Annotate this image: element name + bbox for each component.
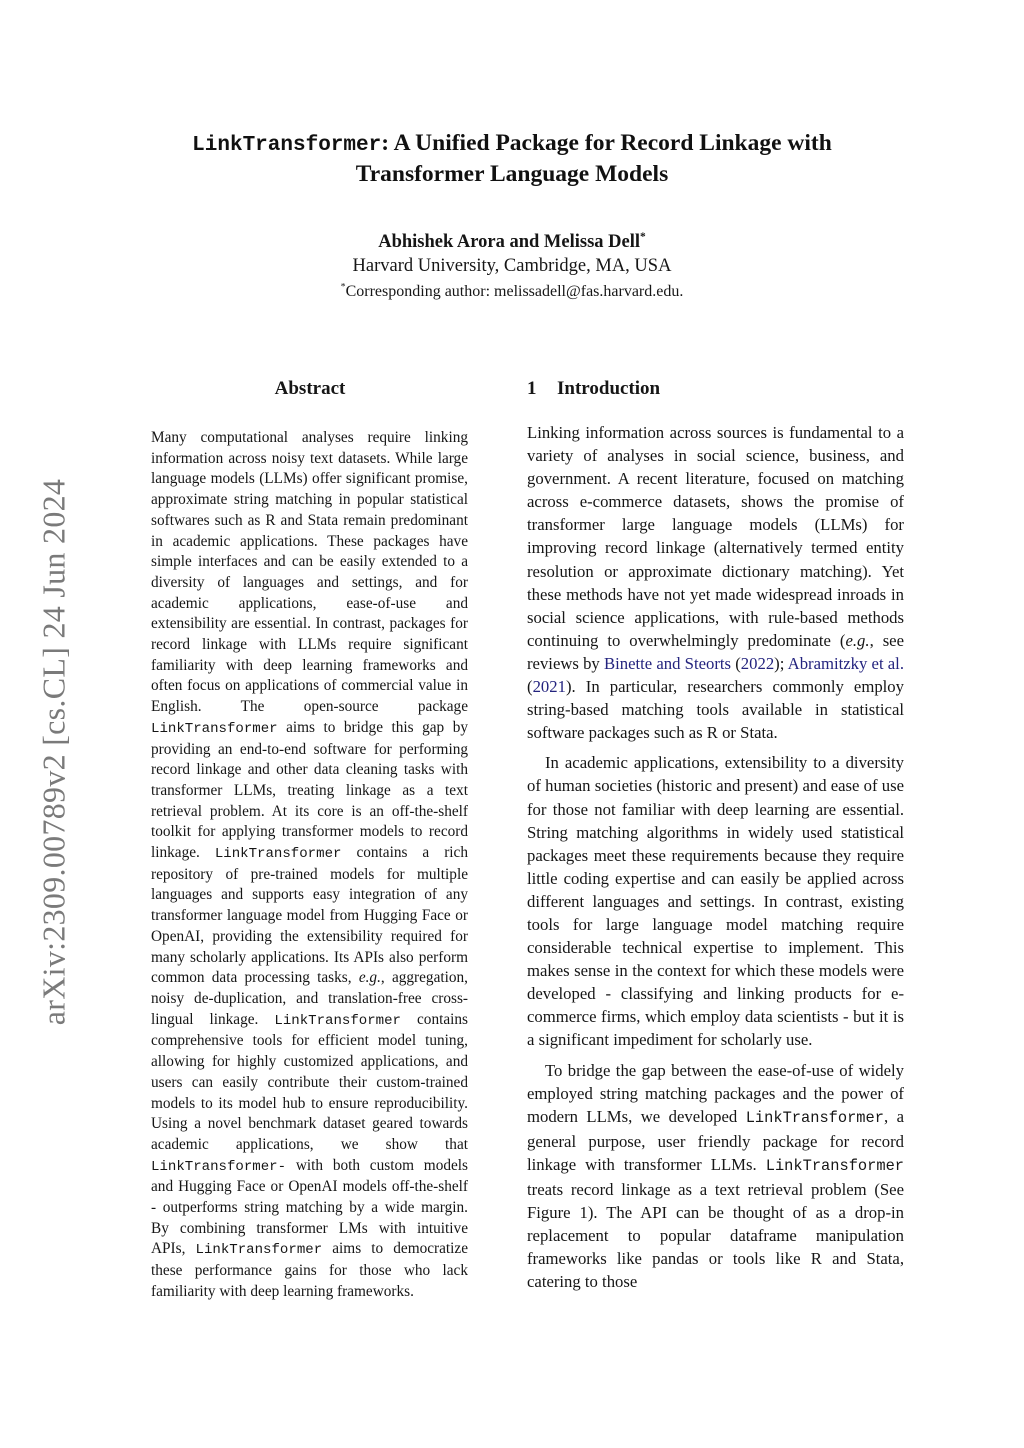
title-line-1	[0, 129, 1024, 160]
abstract-text: aims to democratize these performance gains for those who lack familiarity with deep learning frameworks.	[151, 1240, 468, 1300]
citation-link-abramitzky[interactable]: Abramitzky et al.	[787, 653, 904, 673]
author-block	[0, 230, 1024, 304]
section-number: 1	[527, 378, 537, 399]
intro-text: , a general purpose, user friendly package for record linkage with transformer LLMs.	[527, 1106, 904, 1174]
corresponding-mark-footnote: *	[340, 281, 346, 293]
abstract-text: with both custom models and Hugging Face or OpenAI models off-the-shelf - outperforms string matching by a wide margin. By combining transformer LMs with intuitive APIs,	[151, 1156, 468, 1258]
intro-text: Linking information across sources is fundamental to a variety of analyses in social science, business, and government. A recent literature, focused on matching across e-commerce datasets, shows the promise of transformer large language models (LLMs) for improving record linkage (alternatively termed entity resolution or approximate dictionary matching). Yet these methods have not yet made widespread inroads in social science applications, with rule-based methods continuing to overwhelmingly predominate (	[527, 423, 904, 650]
author-line	[0, 230, 1024, 254]
affiliation: Harvard University, Cambridge, MA, USA	[352, 256, 672, 276]
section-title: Introduction	[557, 378, 661, 399]
section-heading-introduction	[527, 378, 660, 400]
intro-code: LinkTransformer	[745, 1108, 884, 1127]
abstract-code: LinkTransformer-	[151, 1158, 287, 1175]
abstract-text: Many computational analyses require linking information across noisy text datasets. While large language models (LLMs) offer significant promise, approximate string matching in popular statistical softwares such as R and Stata remain predominant in academic applications. These packages have simple interfaces and can be easily extended to a diversity of languages and settings, and for academic applications, ease-of-use and extensibility are essential. In contrast, packages for record linkage with LLMs require significant familiarity with deep learning frameworks and often focus on applications of commercial value in English. The open-source package	[151, 429, 468, 716]
intro-text: To bridge the gap between the ease-of-use of widely employed string matching packages and the power of modern LLMs, we developed	[527, 1060, 904, 1126]
citation-year-link[interactable]: 2022	[740, 653, 775, 673]
paper-title	[0, 129, 1024, 189]
title-package-name: LinkTransformer	[192, 134, 382, 157]
citation-link-binette-steorts[interactable]: Binette and Steorts	[603, 653, 732, 673]
intro-text: ). In particular, researchers commonly employ string-based matching tools available in statistical software packages such as R or Stata.	[527, 677, 904, 743]
corresponding-mark: *	[640, 230, 646, 243]
introduction-body	[527, 421, 904, 1300]
intro-paragraph-2: In academic applications, extensibility to a diversity of human societies (historic and present) and ease of use for those not familiar with deep learning are essential. String matching algorithms in widely used statistical packages meet these requirements because they require little coding expertise and can easily be applied across different languages and settings. In contrast, existing tools for large language model matching require considerable technical expertise to implement. This makes sense in the context for which these models were developed - classifying and linking products for e-commerce firms, which employ data scientists - but it is a significant impediment for scholarly use.	[527, 753, 904, 1050]
abstract-body	[151, 428, 468, 1303]
arxiv-identifier-stamp: arXiv:2309.00789v2 [cs.CL] 24 Jun 2024	[35, 478, 72, 1026]
abstract-code: LinkTransformer	[151, 720, 278, 737]
abstract-text: , aggregation, noisy de-duplication, and translation-free cross-lingual linkage.	[151, 969, 468, 1028]
abstract-code: LinkTransformer	[274, 1012, 401, 1029]
intro-paragraph-3	[527, 1059, 904, 1294]
abstract-code: LinkTransformer	[214, 846, 342, 863]
abstract-eg: e.g.	[358, 969, 381, 987]
abstract-heading: Abstract	[274, 378, 346, 399]
abstract-code: LinkTransformer	[195, 1242, 323, 1259]
abstract-text: aims to bridge this gap by providing an end-to-end software for performing record linkage and other data cleaning tasks with transformer LLMs, treating linkage as a text retrieval problem. At its core is an off-the-shelf toolkit for applying transformer models to record linkage.	[151, 718, 468, 862]
title-line-1-text: : A Unified Package for Record Linkage with	[381, 130, 832, 156]
title-line-2: Transformer Language Models	[355, 161, 669, 187]
corresponding-author-text: Corresponding author: melissadell@fas.harvard.edu.	[345, 283, 684, 300]
intro-eg: e.g.	[845, 630, 870, 650]
intro-text: treats record linkage as a text retrieval problem (See Figure 1). The API can be thought of as a drop-in replacement to popular dataframe manipulation frameworks like pandas or tools like R and Stata, catering to those	[527, 1180, 904, 1292]
intro-text: , see reviews by	[527, 630, 904, 673]
corresponding-author-line	[0, 280, 1024, 304]
intro-paragraph-1: Linking information across sources is fundamental to a variety of analyses in social science, business, and government. A recent literature, focused on matching across e-commerce datasets, shows the promise of transformer large language models (LLMs) for improving record linkage (alternatively termed entity resolution or approximate dictionary matching). Yet these methods have not yet made widespread inroads in social science applications, with rule-based methods continuing to overwhelmingly predominate (e.g., see reviews by Binette and Steorts (2022); Abramitzky et al. (2021). In particular, researchers commonly employ string-based matching tools available in statistical software packages such as R or Stata.	[527, 423, 904, 743]
citation-year-link[interactable]: 2021	[532, 677, 566, 697]
abstract-text: contains a rich repository of pre-trained models for multiple languages and supports easy integration of any transformer language model from Hugging Face or OpenAI, providing the extensibility required for many scholarly applications. Its APIs also perform common data processing tasks,	[151, 844, 468, 987]
author-names: Abhishek Arora and Melissa Dell	[378, 232, 641, 252]
abstract-text: contains comprehensive tools for efficient model tuning, allowing for highly customized applications, and users can easily contribute their custom-trained models to its model hub to ensure reproducibility. Using a novel benchmark dataset geared towards academic applications, we show that	[151, 1010, 468, 1153]
intro-code: LinkTransformer	[765, 1156, 905, 1175]
